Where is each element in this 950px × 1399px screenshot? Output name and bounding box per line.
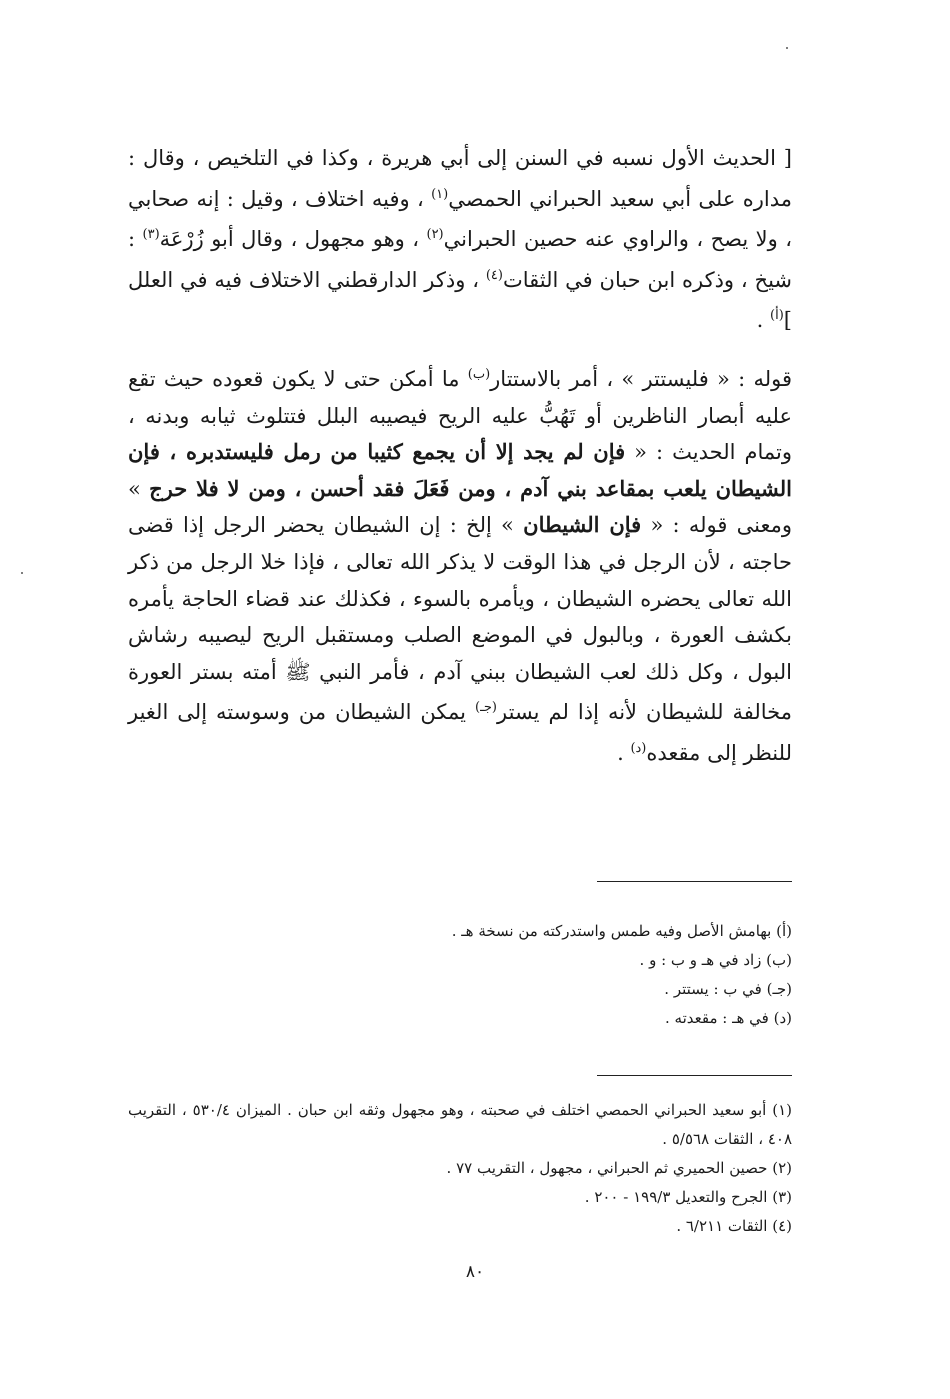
footnote-divider-apparatus xyxy=(597,881,792,882)
paragraph-2 xyxy=(128,357,792,772)
text-segment: قوله : « فليستتر » ، أمر بالاستتار xyxy=(490,366,793,391)
page-number: ٨٠ xyxy=(465,1262,485,1282)
apparatus-note: (جـ) في ب : يستتر . xyxy=(664,980,792,998)
apparatus-ref-b: (ب) xyxy=(467,366,491,382)
numbered-notes xyxy=(128,1096,792,1241)
text-segment: . xyxy=(756,308,771,333)
text-segment: . xyxy=(617,740,631,765)
text-segment: يمكن الشيطان من وسوسته إلى الغير للنظر إلى مقعده xyxy=(128,700,792,765)
apparatus-note: (أ) بهامش الأصل وفيه طمس واستدركته من نسخة هـ . xyxy=(451,922,792,940)
footnote-ref-4: (٤) xyxy=(485,267,503,283)
text-segment: ، وذكر الدارقطني الاختلاف فيه في العلل ] xyxy=(128,267,792,333)
apparatus-ref-c: (جـ) xyxy=(475,700,498,716)
text-segment: ما أمكن حتى لا يكون قعوده حيث تقع عليه أبصار الناظرين أو تَهُبُّ عليه الريح فيصيبه البلل فتتلوث ثيابه وبدنه ، وتمام الحديث : « xyxy=(128,366,792,465)
numbered-note: (١) أبو سعيد الحبراني الحمصي اختلف في صحبته ، وهو مجهول وثقه ابن حبان . الميزان ٥٣٠/٤ ، التقريب ٤٠٨ ، الثقات ٥/٥٦٨ . xyxy=(128,1101,792,1148)
apparatus-notes xyxy=(128,917,792,1033)
apparatus-note: (د) في هـ : مقعدته . xyxy=(665,1009,792,1027)
text-segment: ، وهو مجهول ، وقال أبو زُرْعَة xyxy=(159,227,427,252)
text-segment: ، وفيه اختلاف ، وقيل : إنه صحابي ، ولا يصح ، والراوي عنه حصين الحبراني xyxy=(128,186,792,252)
text-segment: » إلخ : إن الشيطان يحضر الرجل إذا قضى حاجته ، لأن الرجل في هذا الوقت لا يذكر الله تعالى ، فإذا خلا الرجل من ذكر الله تعالى يحضره الشيطان ، ويأمره بالسوء ، فكذلك عند قضاء الحاجة يأمره بكشف العورة ، وبالبول في الموضع الصلب ومستقبل الريح ليصيبه رشاش البول ، وكل ذلك لعب الشيطان ببني آدم ، فأمر النبي ﷺ أمته بستر العورة مخالفة للشيطان لأنه إذا لم يستر xyxy=(128,513,792,725)
numbered-note: (٣) الجرح والتعديل ١٩٩/٣ - ٢٠٠ . xyxy=(584,1188,792,1206)
footnote-ref-2: (٢) xyxy=(426,227,444,243)
text-segment: [ الحديث الأول نسبه في السنن إلى أبي هريرة ، وكذا في التلخيص ، وقال : مداره على أبي سعيد الحبراني الحمصي xyxy=(128,146,792,211)
text-segment: » ومعنى قوله : « xyxy=(128,476,793,538)
scan-speck xyxy=(21,572,23,574)
apparatus-ref-d: (د) xyxy=(630,740,647,756)
scan-speck xyxy=(786,47,788,49)
numbered-note: (٤) الثقات ٦/٢١١ . xyxy=(676,1217,792,1235)
footnote-divider-numbered xyxy=(597,1075,792,1076)
apparatus-note: (ب) زاد في هـ و ب : و . xyxy=(639,951,792,969)
paragraph-1 xyxy=(128,140,792,339)
text-segment: : شيخ ، وذكره ابن حبان في الثقات xyxy=(128,227,792,292)
hadith-quote-short: فإن الشيطان xyxy=(523,512,642,538)
apparatus-ref-a: (أ) xyxy=(770,308,784,324)
footnote-ref-3: (٣) xyxy=(142,227,160,243)
footnote-ref-1: (١) xyxy=(431,186,449,202)
hadith-quote: فإن لم يجد إلا أن يجمع كثيبا من رمل فليستدبره ، فإن الشيطان يلعب بمقاعد بني آدم ، ومن فَعَلَ فقد أحسن ، ومن لا فلا حرج xyxy=(128,439,792,501)
main-text xyxy=(128,140,792,772)
numbered-note: (٢) حصين الحميري ثم الحبراني ، مجهول ، التقريب ٧٧ . xyxy=(446,1159,792,1177)
